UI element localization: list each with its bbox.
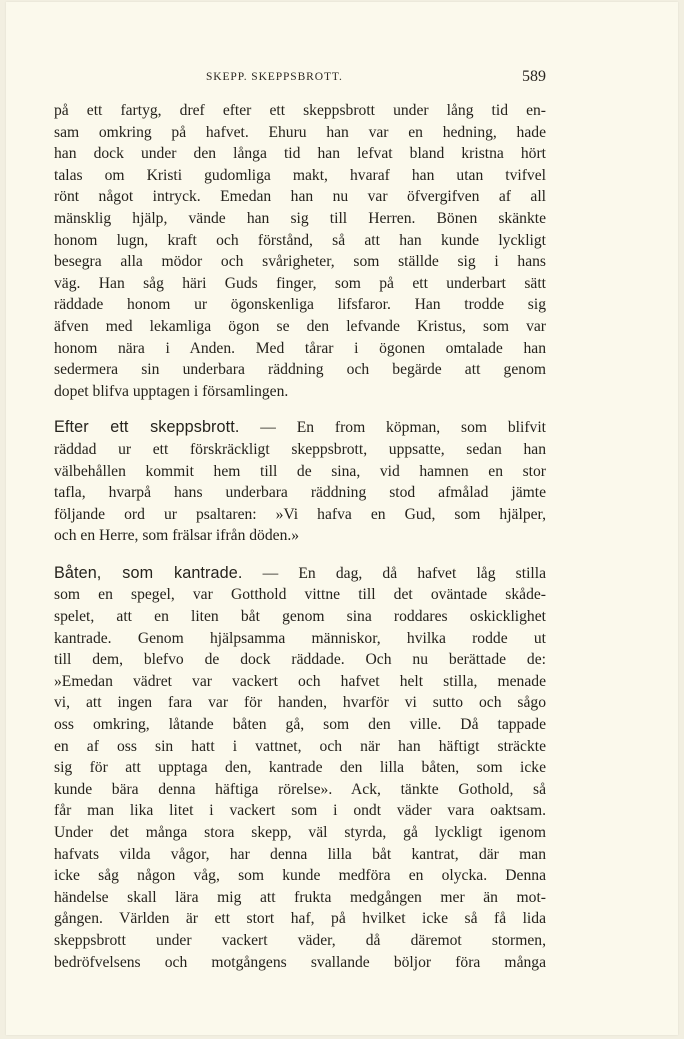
text-line: tafla, hvarpå hans underbara räddning stod afmålad jämte — [54, 484, 546, 502]
text-line: händelse skall lära mig att frukta medgången mer än mot- — [54, 888, 546, 906]
text-line: talas om Kristi gudomliga makt, hvaraf han utan tvifvel — [54, 166, 546, 184]
text-line: på ett fartyg, dref efter ett skeppsbrott under lång tid en- — [54, 102, 546, 119]
text-line: kunde bära denna häftiga rörelse». Ack, tänkte Gothold, så — [54, 780, 546, 798]
text-line: sam omkring på hafvet. Ehuru han var en hedning, hade — [54, 123, 546, 141]
text-line: honom lugn, kraft och förstånd, så att han kunde lyckligt — [54, 231, 546, 249]
text-fragment: — En from köpman, som blifvit — [239, 419, 546, 437]
paragraph-continuation — [54, 100, 546, 402]
text-line: följande ord ur psaltaren: »Vi hafva en Gud, som hjälper, — [54, 505, 546, 523]
text-line: oss omkring, låtande båten gå, som den ville. Då tappade — [54, 716, 546, 734]
text-line: spelet, att en liten båt genom sina roddares oskicklighet — [54, 608, 546, 626]
running-title: SKEPP. SKEPPSBROTT. — [206, 71, 343, 83]
page-header — [54, 69, 546, 89]
text-line: en af oss sin hatt i vattnet, och när han häftigt sträckte — [54, 737, 546, 755]
section-first-line — [54, 417, 546, 439]
section-heading: Båten, som kantrade. — [54, 563, 243, 582]
text-fragment: — En dag, då hafvet låg stilla — [242, 564, 546, 582]
text-line: sedermera sin underbara räddning och begärde att genom — [54, 361, 546, 379]
book-page — [6, 2, 678, 1035]
text-line: icke såg någon våg, som kunde medföra en olycka. Denna — [54, 867, 546, 885]
section-first-line — [54, 563, 546, 585]
text-line: hafvats vilda vågor, har denna lilla båt kantrat, där man — [54, 845, 546, 863]
text-line: äfven med lekamliga ögon se den lefvande Kristus, som var — [54, 317, 546, 335]
text-line: till dem, blefvo de dock räddade. Och nu berättade de: — [54, 651, 546, 669]
text-line: skeppsbrott under vackert väder, då däremot stormen, — [54, 931, 546, 949]
section-efter-ett-skeppsbrott — [54, 417, 546, 547]
text-line: Under det många stora skepp, väl styrda, gå lyckligt igenom — [54, 824, 546, 841]
text-line: räddade honom ur ögonskenliga lifsfaror. Han trodde sig — [54, 296, 546, 314]
text-line: räddad ur ett förskräckligt skeppsbrott, uppsatte, sedan han — [54, 440, 546, 458]
text-line: vi, att ingen fara var för handen, hvarför vi sutto och sågo — [54, 694, 546, 712]
text-line: honom nära i Anden. Med tårar i ögonen omtalade han — [54, 339, 546, 357]
section-heading: Efter ett skeppsbrott. — [54, 418, 240, 437]
body-text — [54, 100, 546, 973]
text-line: välbehållen kommit hem till de sina, vid hamnen en stor — [54, 462, 546, 480]
text-line: sig för att upptaga den, kantrade den lilla båten, som icke — [54, 759, 546, 777]
text-line: han dock under den långa tid han lefvat bland kristna hört — [54, 145, 546, 163]
section-baten-som-kantrade — [54, 563, 546, 973]
text-line: gången. Världen är ett stort haf, på hvilket icke så få lida — [54, 910, 546, 928]
text-line: dopet blifva upptagen i församlingen. — [54, 382, 289, 400]
text-line: väg. Han såg häri Guds finger, som på ett underbart sätt — [54, 274, 546, 292]
text-line: mänsklig hjälp, vände han sig till Herren. Bönen skänkte — [54, 209, 546, 227]
text-line: rönt något intryck. Emedan han nu var öfvergifven af all — [54, 188, 546, 206]
text-line: »Emedan vädret var vackert och hafvet helt stilla, menade — [54, 672, 546, 690]
text-line: besegra alla mödor och svårigheter, som ställde sig i hans — [54, 253, 546, 271]
page-number: 589 — [522, 68, 546, 85]
text-line: och en Herre, som frälsar ifrån döden.» — [54, 527, 300, 545]
text-line: bedröfvelsens och motgångens svallande böljor föra många — [54, 953, 546, 971]
text-line: får man lika litet i vackert som i ondt väder vara oaktsam. — [54, 802, 546, 820]
text-line: som en spegel, var Gotthold vittne till det oväntade skåde- — [54, 586, 546, 604]
text-line: kantrade. Genom hjälpsamma människor, hvilka rodde ut — [54, 629, 546, 647]
